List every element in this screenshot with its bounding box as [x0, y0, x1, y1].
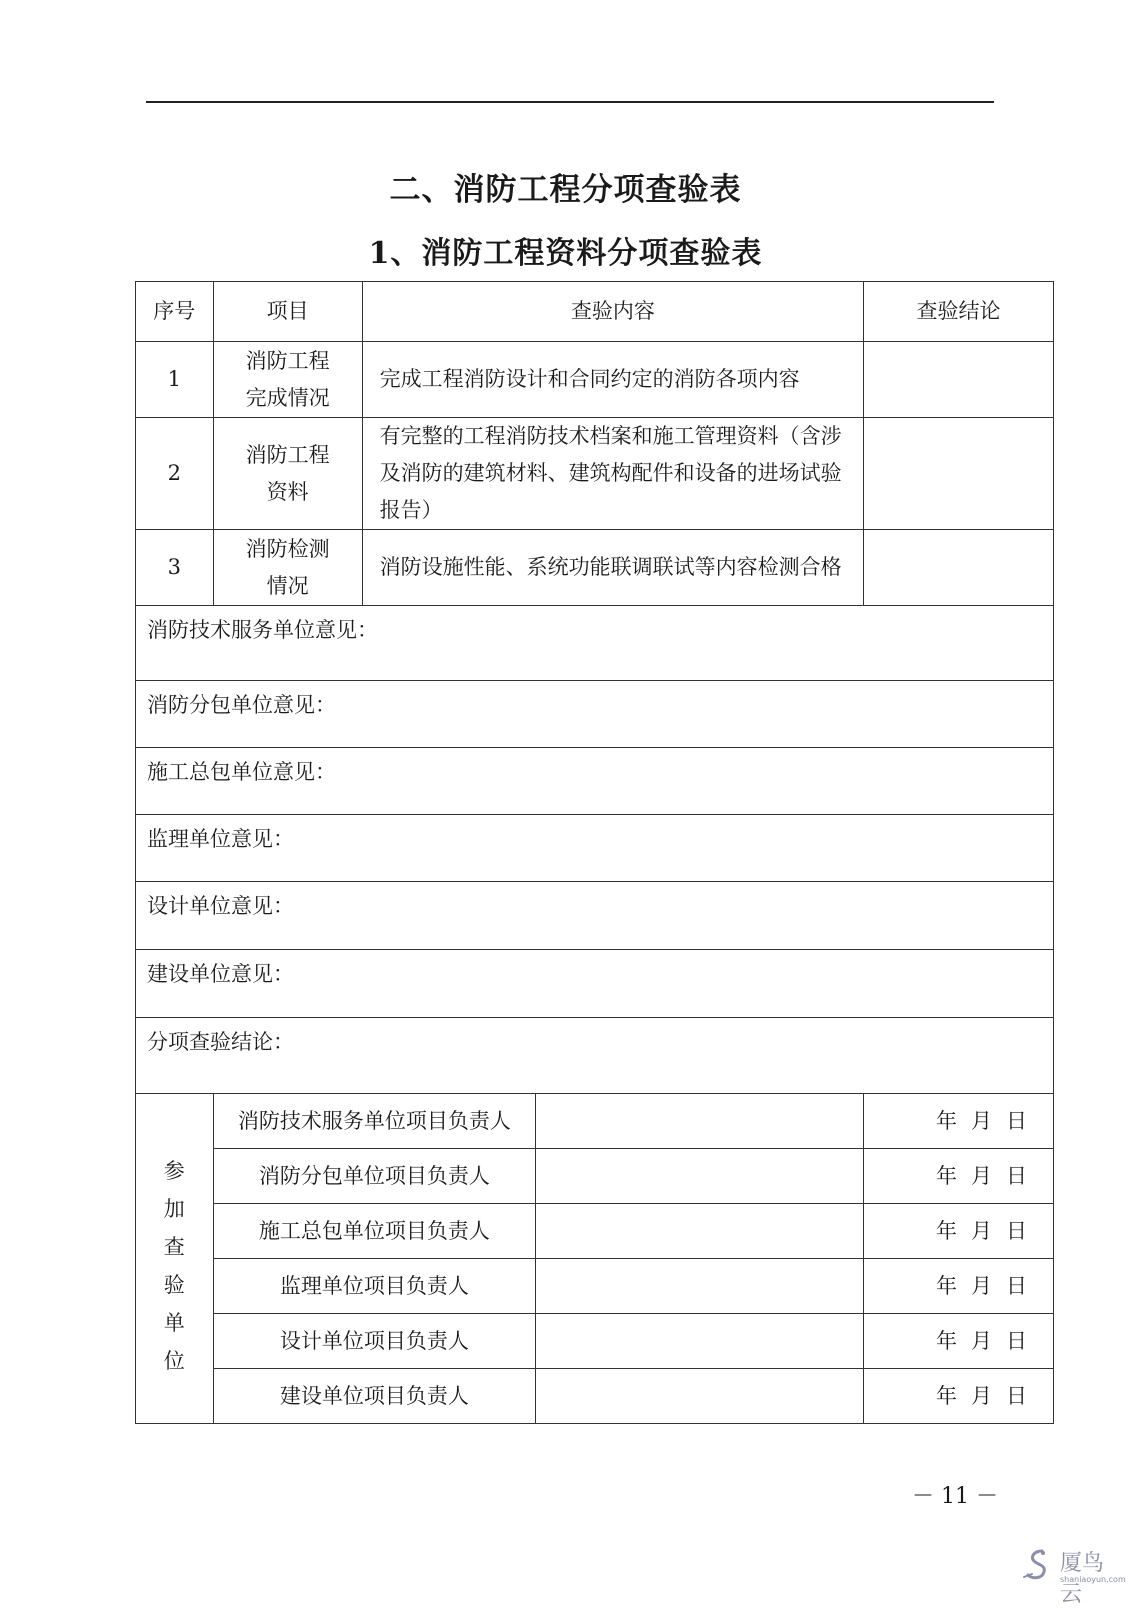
participant-role: 消防分包单位项目负责人	[213, 1149, 536, 1204]
bird-logo-icon	[1022, 1547, 1052, 1583]
date-cell: 年月日	[864, 1204, 1054, 1259]
row-result[interactable]	[864, 342, 1054, 418]
row-content: 消防设施性能、系统功能联调联试等内容检测合格	[362, 530, 863, 606]
date-cell: 年月日	[864, 1094, 1054, 1149]
signature-cell[interactable]	[536, 1149, 864, 1204]
header-item: 项目	[213, 282, 362, 342]
opinion-design: 设计单位意见：	[136, 882, 1054, 950]
row-item: 消防检测 情况	[213, 530, 362, 606]
page-number: － 11 －	[912, 1484, 998, 1509]
participant-role: 消防技术服务单位项目负责人	[213, 1094, 536, 1149]
opinion-general-contractor: 施工总包单位意见：	[136, 748, 1054, 815]
table-header-row	[136, 282, 1054, 342]
row-content: 完成工程消防设计和合同约定的消防各项内容	[362, 342, 863, 418]
signature-cell[interactable]	[536, 1259, 864, 1314]
participant-role: 监理单位项目负责人	[213, 1259, 536, 1314]
row-serial: 2	[136, 418, 214, 530]
opinion-row	[136, 1018, 1054, 1094]
participant-row	[136, 1149, 1054, 1204]
watermark-text: 厦鸟云	[1060, 1551, 1105, 1607]
signature-cell[interactable]	[536, 1204, 864, 1259]
participant-row	[136, 1204, 1054, 1259]
row-serial: 1	[136, 342, 214, 418]
row-result[interactable]	[864, 530, 1054, 606]
opinion-row	[136, 815, 1054, 882]
watermark-url: shaniaoyun.com	[1060, 1575, 1126, 1584]
participant-row	[136, 1259, 1054, 1314]
date-cell: 年月日	[864, 1314, 1054, 1369]
watermark-logo	[1022, 1545, 1126, 1607]
table-row	[136, 342, 1054, 418]
row-serial: 3	[136, 530, 214, 606]
date-cell: 年月日	[864, 1369, 1054, 1424]
row-item: 消防工程 资料	[213, 418, 362, 530]
table-title: 1、消防工程资料分项查验表	[368, 236, 763, 271]
date-cell: 年月日	[864, 1149, 1054, 1204]
opinion-conclusion: 分项查验结论：	[136, 1018, 1054, 1094]
opinion-subcontractor: 消防分包单位意见：	[136, 681, 1054, 748]
row-result[interactable]	[864, 418, 1054, 530]
participant-row	[136, 1314, 1054, 1369]
table-row	[136, 418, 1054, 530]
opinion-row	[136, 681, 1054, 748]
row-item: 消防工程 完成情况	[213, 342, 362, 418]
signature-cell[interactable]	[536, 1094, 864, 1149]
table-row	[136, 530, 1054, 606]
header-content: 查验内容	[362, 282, 863, 342]
header-rule	[146, 101, 994, 103]
participant-row	[136, 1369, 1054, 1424]
signature-cell[interactable]	[536, 1314, 864, 1369]
participant-role: 建设单位项目负责人	[213, 1369, 536, 1424]
opinion-construction: 建设单位意见：	[136, 950, 1054, 1018]
row-content: 有完整的工程消防技术档案和施工管理资料（含涉及消防的建筑材料、建筑构配件和设备的进场试验报告）	[362, 418, 863, 530]
participant-role: 施工总包单位项目负责人	[213, 1204, 536, 1259]
opinion-row	[136, 950, 1054, 1018]
page-title: 二、消防工程分项查验表	[389, 172, 742, 208]
participant-row	[136, 1094, 1054, 1149]
opinion-tech-service: 消防技术服务单位意见：	[136, 606, 1054, 681]
date-cell: 年月日	[864, 1259, 1054, 1314]
inspection-table	[135, 281, 1054, 1424]
opinion-supervision: 监理单位意见：	[136, 815, 1054, 882]
participants-label: 参 加 查 验 单 位	[136, 1094, 214, 1424]
signature-cell[interactable]	[536, 1369, 864, 1424]
header-serial: 序号	[136, 282, 214, 342]
opinion-row	[136, 882, 1054, 950]
opinion-row	[136, 748, 1054, 815]
participant-role: 设计单位项目负责人	[213, 1314, 536, 1369]
header-result: 查验结论	[864, 282, 1054, 342]
opinion-row	[136, 606, 1054, 681]
